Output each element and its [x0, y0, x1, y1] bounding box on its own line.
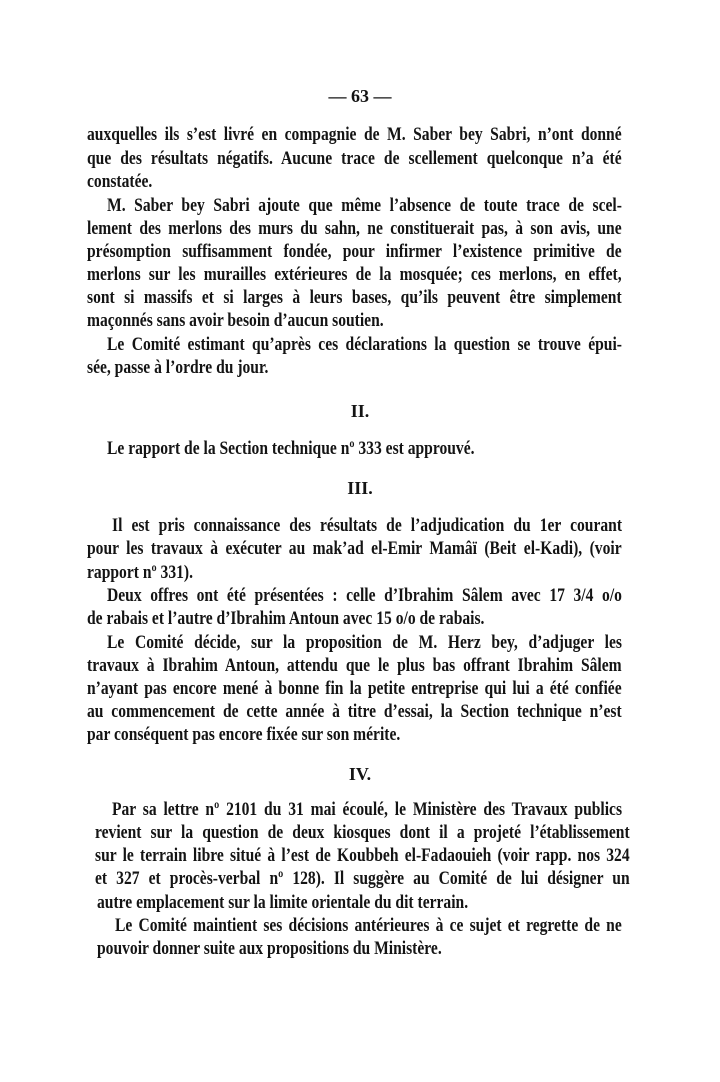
text-line: autre emplacement sur la limite orientale du dit terrain. — [97, 892, 469, 913]
text-line: sur le terrain libre situé à l’est de Koubbeh el-Fadaouieh (voir rapp. nos 324 — [95, 845, 630, 866]
section-heading-ii: II. — [350, 401, 370, 421]
section-heading-iv: IV. — [348, 764, 372, 784]
text-line: constatée. — [87, 171, 153, 192]
text-line: n’ayant pas encore mené à bonne fin la petite entreprise qui lui a été confiée — [87, 678, 622, 699]
text-line: merlons sur les murailles extérieures de la mosquée; ces merlons, en effet, — [87, 264, 622, 285]
text-line: pouvoir donner suite aux propositions du Ministère. — [97, 938, 442, 959]
text-line: rapport nº 331). — [87, 562, 193, 583]
text-line: Le Comité maintient ses décisions antérieures à ce sujet et regrette de ne — [115, 915, 622, 936]
text-line: que des résultats négatifs. Aucune trace de scellement quelconque n’a été — [87, 148, 622, 169]
text-line: Le Comité décide, sur la proposition de M. Herz bey, d’adjuger les — [107, 632, 622, 653]
text-line: sée, passe à l’ordre du jour. — [87, 357, 269, 378]
section-heading-iii: III. — [347, 478, 373, 498]
text-line: Le Comité estimant qu’après ces déclarations la question se trouve épui- — [107, 334, 622, 355]
text-line: et 327 et procès-verbal nº 128). Il suggère au Comité de lui désigner un — [95, 868, 630, 889]
text-line: Deux offres ont été présentées : celle d’Ibrahim Sâlem avec 17 3/4 o/o — [107, 585, 622, 606]
text-line: sont si massifs et si larges à leurs bases, qu’ils peuvent être simplement — [87, 287, 622, 308]
text-line: lement des merlons des murs du sahn, ne constituerait pas, à son avis, une — [87, 218, 622, 239]
text-line: auxquelles ils s’est livré en compagnie de M. Saber bey Sabri, n’ont donné — [87, 124, 622, 145]
text-line: par conséquent pas encore fixée sur son mérite. — [87, 724, 401, 745]
text-line: revient sur la question de deux kiosques dont il a projeté l’établissement — [95, 822, 630, 843]
text-line: Il est pris connaissance des résultats de l’adjudication du 1er courant — [112, 515, 623, 536]
text-line: Par sa lettre nº 2101 du 31 mai écoulé, le Ministère des Travaux publics — [112, 799, 623, 820]
text-line: présomption suffisamment fondée, pour infirmer l’existence primitive de — [87, 241, 622, 262]
text-line: de rabais et l’autre d’Ibrahim Antoun avec 15 o/o de rabais. — [87, 608, 485, 629]
text-line: Le rapport de la Section technique nº 333 est approuvé. — [107, 438, 475, 459]
text-line: maçonnés sans avoir besoin d’aucun soutien. — [87, 310, 384, 331]
page-number: — 63 — — [328, 86, 392, 106]
text-line: pour les travaux à exécuter au mak’ad el-Emir Mamâï (Beit el-Kadi), (voir — [87, 538, 622, 559]
text-line: au commencement de cette année à titre d’essai, la Section technique n’est — [87, 701, 622, 722]
text-line: M. Saber bey Sabri ajoute que même l’absence de toute trace de scel- — [107, 195, 622, 216]
text-line: travaux à Ibrahim Antoun, attendu que le plus bas offrant Ibrahim Sâlem — [87, 655, 622, 676]
